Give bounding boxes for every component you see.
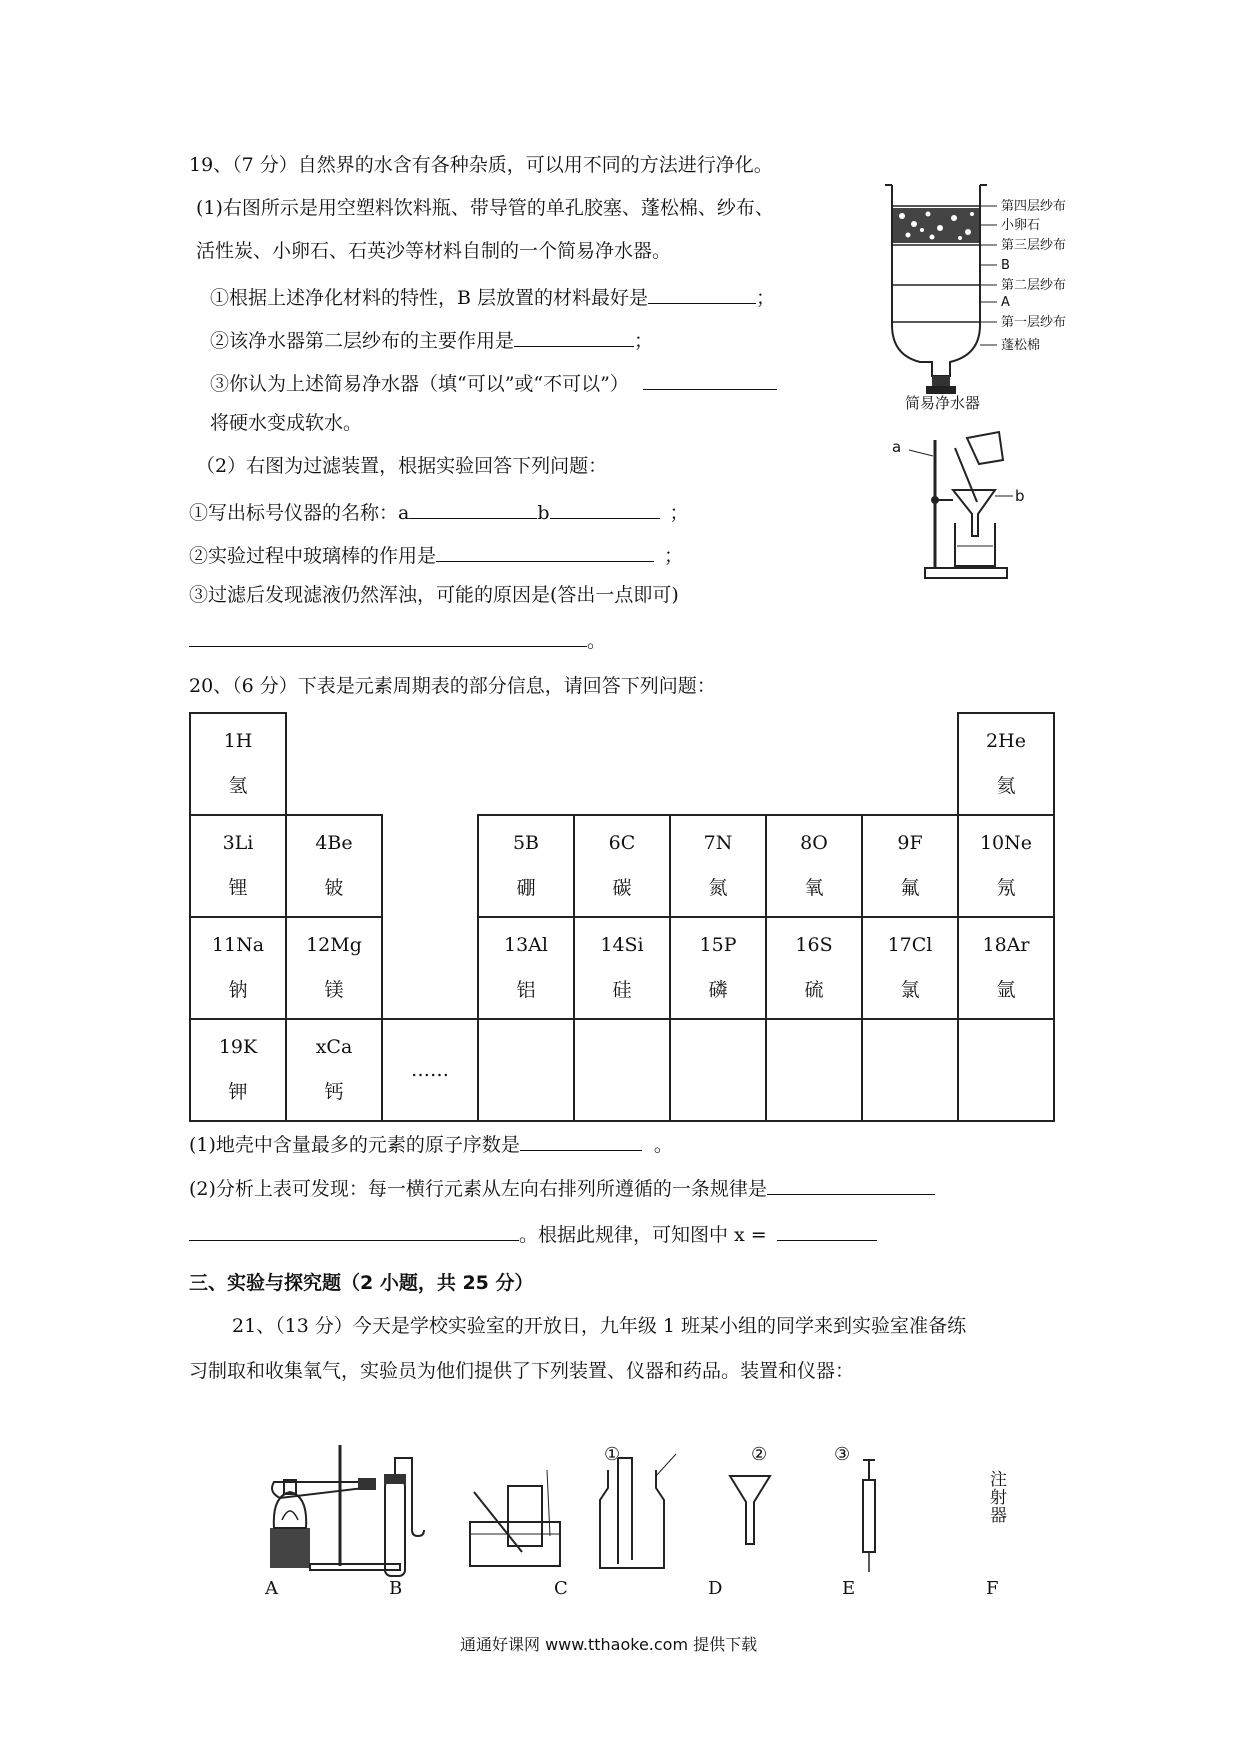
periodic-table-row [190, 917, 1054, 1019]
q19-q2 [210, 328, 653, 351]
element-name: 铝 [516, 979, 536, 1001]
outlet-tube [932, 376, 950, 386]
q19-p2-q2 [189, 543, 683, 566]
purifier-label-gauze1: 第一层纱布 [1001, 315, 1067, 330]
apparatus-syringe-label: 注射器 [990, 1470, 1007, 1526]
element-name: 钠 [228, 979, 248, 1001]
element-symbol: 10Ne [979, 832, 1033, 854]
punct: ； [669, 502, 689, 524]
punct: 。 [587, 630, 607, 652]
answer-blank[interactable] [520, 1132, 642, 1151]
element-symbol: 3Li [222, 832, 254, 854]
q19-q3-line2: 将硬水变成软水。 [210, 412, 363, 434]
apparatus-e [730, 1476, 770, 1544]
apparatus-marker-3: ③ [834, 1444, 851, 1465]
apparatus-label-c: C [554, 1578, 568, 1599]
element-name: 钙 [324, 1081, 344, 1103]
element-name: 氖 [996, 877, 1016, 899]
empty-cell [382, 917, 478, 1019]
element-symbol: 12Mg [306, 934, 362, 956]
element-symbol: 4Be [315, 832, 353, 854]
q20-title: 20、（6 分）下表是元素周期表的部分信息，请回答下列问题： [189, 675, 716, 697]
apparatus-c [470, 1470, 560, 1566]
water-purifier-figure [880, 180, 1080, 420]
apparatus-marker-2: ② [751, 1444, 768, 1465]
q20-q2-line2-text: 。根据此规律，可知图中 x = [519, 1224, 767, 1246]
purifier-label-b: B [1001, 258, 1010, 273]
element-name: 氧 [804, 877, 824, 899]
element-name: 氮 [708, 877, 728, 899]
apparatus-label-a: A [265, 1578, 278, 1599]
element-symbol: 9F [897, 832, 923, 854]
element-cell [286, 917, 382, 1019]
element-name: 氩 [996, 979, 1016, 1001]
punct: ； [756, 287, 776, 309]
element-cell [478, 917, 574, 1019]
label-b: b [537, 502, 550, 524]
element-symbol: 16S [795, 934, 833, 956]
q19-p2-q3-answer [189, 628, 606, 651]
q19-p2-q2-text: ②实验过程中玻璃棒的作用是 [189, 545, 437, 567]
apparatus-label-e: E [842, 1578, 856, 1599]
q20-q2-line2 [189, 1222, 877, 1245]
q19-q2-text: ②该净水器第二层纱布的主要作用是 [210, 330, 515, 352]
element-symbol: 6C [608, 832, 636, 854]
q19-q1-text: ①根据上述净化材料的特性，B 层放置的材料最好是 [210, 287, 649, 309]
apparatus-label-f: F [986, 1578, 999, 1599]
empty-cell [382, 815, 478, 917]
element-name: 锂 [228, 877, 248, 899]
element-cell [862, 917, 958, 1019]
answer-blank[interactable] [648, 285, 756, 304]
element-symbol: xCa [315, 1036, 353, 1058]
periodic-table-row [190, 815, 1054, 917]
q19-p2: （2）右图为过滤装置，根据实验回答下列问题： [196, 455, 608, 477]
element-name: 磷 [708, 979, 728, 1001]
q19-p1-line1: (1)右图所示是用空塑料饮料瓶、带导管的单孔胶塞、蓬松棉、纱布、 [196, 197, 774, 219]
element-cell [574, 815, 670, 917]
empty-cell [286, 713, 382, 815]
filter-label-b: b [1015, 487, 1025, 505]
empty-cell [766, 713, 862, 815]
answer-blank[interactable] [514, 328, 634, 347]
apparatus-d [600, 1454, 676, 1568]
element-symbol: 7N [703, 832, 733, 854]
punct: 。 [653, 1134, 673, 1156]
q20-q2 [189, 1176, 935, 1199]
apparatus-label-b: B [389, 1578, 403, 1599]
apparatus-figure [260, 1440, 1040, 1580]
element-name: 硫 [804, 979, 824, 1001]
element-cell [670, 917, 766, 1019]
element-name: 氦 [996, 775, 1016, 797]
element-cell [190, 713, 286, 815]
element-name: 镁 [324, 979, 344, 1001]
element-name: 碳 [612, 877, 632, 899]
element-cell [958, 917, 1054, 1019]
punct: ； [634, 330, 654, 352]
element-name: 钾 [228, 1081, 248, 1103]
empty-cell [478, 713, 574, 815]
periodic-table [189, 712, 1055, 1122]
empty-cell [382, 713, 478, 815]
element-cell [670, 815, 766, 917]
punct: ； [664, 545, 684, 567]
element-name: 硼 [516, 877, 536, 899]
empty-cell [574, 713, 670, 815]
apparatus-f [863, 1460, 875, 1572]
purifier-label-gauze3: 第三层纱布 [1001, 238, 1067, 253]
element-cell [286, 815, 382, 917]
element-name: 铍 [324, 877, 344, 899]
apparatus-b [384, 1458, 424, 1576]
q19-q3-text: ③你认为上述简易净水器（填“可以”或“不可以”） [210, 373, 629, 395]
filtration-figure [895, 428, 1045, 588]
purifier-label-gauze4: 第四层纱布 [1001, 199, 1067, 214]
answer-blank[interactable] [643, 371, 777, 390]
empty-cell [670, 713, 766, 815]
answer-blank-a[interactable] [409, 500, 537, 519]
element-cell [958, 815, 1054, 917]
element-cell [958, 713, 1054, 815]
answer-blank-x[interactable] [777, 1222, 877, 1241]
element-symbol: 17Cl [887, 934, 933, 956]
element-cell [382, 1019, 478, 1121]
element-cell [574, 917, 670, 1019]
element-symbol: 5B [512, 832, 540, 854]
apparatus-marker-1: ① [604, 1444, 621, 1465]
periodic-table-row [190, 1019, 1054, 1121]
element-cell [574, 1019, 670, 1121]
periodic-table-row [190, 713, 1054, 815]
element-cell [478, 1019, 574, 1121]
q19-title: 19、（7 分）自然界的水含有各种杂质，可以用不同的方法进行净化。 [189, 154, 773, 176]
q20-q2-text: (2)分析上表可发现：每一横行元素从左向右排列所遵循的一条规律是 [189, 1178, 767, 1200]
element-symbol: 2He [986, 730, 1026, 752]
purifier-caption: 简易净水器 [905, 394, 981, 412]
element-cell [190, 1019, 286, 1121]
element-name: 硅 [612, 979, 632, 1001]
element-cell [670, 1019, 766, 1121]
filter-label-a: a [892, 438, 902, 456]
element-symbol: 15P [699, 934, 737, 956]
purifier-label-a: A [1001, 295, 1010, 310]
section3-title: 三、实验与探究题（2 小题，共 25 分） [189, 1272, 534, 1294]
purifier-label-pebbles: 小卵石 [1001, 218, 1041, 233]
q20-q1-text: (1)地壳中含量最多的元素的原子序数是 [189, 1134, 520, 1156]
element-symbol: 8O [800, 832, 828, 854]
element-cell [766, 1019, 862, 1121]
q21-line2: 习制取和收集氧气，实验员为他们提供了下列装置、仪器和药品。装置和仪器： [189, 1360, 855, 1382]
element-cell [766, 815, 862, 917]
element-cell [286, 1019, 382, 1121]
element-symbol: 18Ar [982, 934, 1030, 956]
apparatus-a [270, 1445, 400, 1570]
element-symbol: 14Si [600, 934, 644, 956]
element-symbol: 19K [218, 1036, 258, 1058]
purifier-label-gauze2: 第二层纱布 [1001, 278, 1067, 293]
element-cell [190, 917, 286, 1019]
element-name: 氯 [900, 979, 920, 1001]
element-cell [862, 815, 958, 917]
q19-q3 [210, 371, 777, 394]
element-cell [478, 815, 574, 917]
answer-blank[interactable] [436, 543, 654, 562]
q20-q1 [189, 1132, 673, 1155]
element-symbol: 1H [223, 730, 253, 752]
q19-p2-q1-text: ①写出标号仪器的名称：a [189, 502, 410, 524]
element-name: 氟 [900, 877, 920, 899]
element-cell [190, 815, 286, 917]
element-name: 氢 [228, 775, 248, 797]
apparatus-label-d: D [708, 1578, 723, 1599]
empty-cell [862, 713, 958, 815]
page-footer: 通通好课网 www.tthaoke.com 提供下载 [460, 1635, 758, 1654]
answer-blank[interactable] [767, 1176, 935, 1195]
q19-p1-line2: 活性炭、小卵石、石英沙等材料自制的一个简易净水器。 [196, 240, 672, 262]
purifier-label-cotton: 蓬松棉 [1001, 338, 1041, 353]
element-symbol: 11Na [211, 934, 265, 956]
element-cell [766, 917, 862, 1019]
q21-line1: 21、（13 分）今天是学校实验室的开放日，九年级 1 班某小组的同学来到实验室准备练 [232, 1315, 967, 1337]
q19-q1 [210, 285, 775, 308]
answer-blank[interactable] [189, 628, 587, 647]
element-symbol: 13Al [504, 934, 548, 956]
element-symbol: …… [411, 1058, 449, 1081]
q19-p2-q3: ③过滤后发现滤液仍然浑浊，可能的原因是(答出一点即可) [189, 584, 679, 606]
q19-p2-q1 [189, 500, 689, 523]
answer-blank[interactable] [189, 1222, 519, 1241]
element-cell [958, 1019, 1054, 1121]
element-cell [862, 1019, 958, 1121]
answer-blank-b[interactable] [550, 500, 660, 519]
